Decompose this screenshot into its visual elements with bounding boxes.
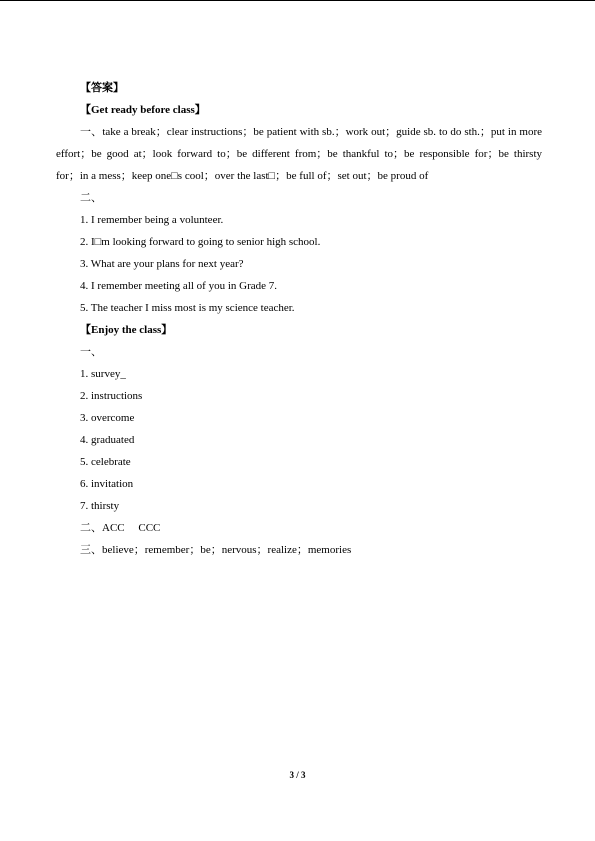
answers-heading: 【答案】 bbox=[80, 82, 124, 94]
page-number: 3 / 3 bbox=[289, 770, 306, 780]
choice-answers: 二、ACC CCC bbox=[80, 522, 161, 534]
section-enjoy-class-heading: 【Enjoy the class】 bbox=[80, 324, 173, 336]
word-answer: 5. celebrate bbox=[80, 456, 131, 468]
part1-label: 一、 bbox=[80, 346, 102, 358]
phrase-answers: 一、take a break；clear instructions；be patient with sb.；work out；guide sb. to do sth.；put in more effort；be good at；look forward to；be different from；be thankful to；be responsible for；be thirsty for；in a mess；keep one□s cool；over the last□；be full of；set out；be proud of bbox=[56, 126, 542, 182]
sentence-answer: 5. The teacher I miss most is my science teacher. bbox=[80, 302, 295, 314]
part2-label: 二、 bbox=[80, 192, 102, 204]
word-answer: 7. thirsty bbox=[80, 500, 120, 512]
top-rule bbox=[0, 0, 595, 1]
word-answer: 3. overcome bbox=[80, 412, 135, 424]
answer-content bbox=[56, 77, 542, 561]
fill-in-answers: 三、believe；remember；be；nervous；realize；memories bbox=[80, 544, 352, 556]
sentence-answer: 3. What are your plans for next year? bbox=[80, 258, 244, 270]
word-answer: 1. survey_ bbox=[80, 368, 126, 380]
word-answer: 4. graduated bbox=[80, 434, 135, 446]
section-get-ready-heading: 【Get ready before class】 bbox=[80, 104, 206, 116]
sentence-answer: 4. I remember meeting all of you in Grade 7. bbox=[80, 280, 278, 292]
sentence-answer: 2. I□m looking forward to going to senior high school. bbox=[80, 236, 321, 248]
word-answer: 2. instructions bbox=[80, 390, 143, 402]
sentence-answer: 1. I remember being a volunteer. bbox=[80, 214, 224, 226]
word-answer: 6. invitation bbox=[80, 478, 134, 490]
